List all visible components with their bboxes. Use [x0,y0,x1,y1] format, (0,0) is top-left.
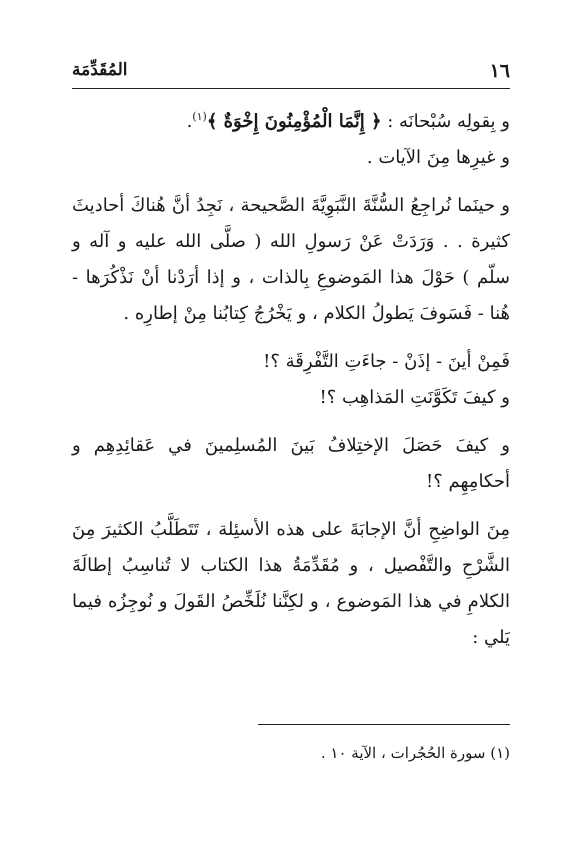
question-schools: و كيفَ تَكَوَّنَتِ المَذاهِب ؟! [319,387,510,408]
question-differences: و كيفَ حَصَلَ الإختِلافُ بَينَ المُسلِمينَ في عَقائِدِهِم و أحكامِهِم ؟! [72,435,510,492]
footnote: (١) سورة الحُجُرات ، الآية ١٠ . [320,744,510,762]
other-verses-line: و غيرِها مِنَ الآيات . [366,147,510,168]
footnote-marker: (١) [192,110,207,123]
verse-intro: و بِقولِه سُبْحانَه : [381,111,510,132]
header-divider [72,88,510,89]
verse-end: . [186,111,193,132]
page-number: ١٦ [489,60,510,82]
verse-line [72,104,510,140]
question-origin: فَمِنْ أينَ - إذَنْ - جاءَتِ التَّفْرِقَة ؟! [263,351,510,372]
quran-verse: ﴿ إِنَّمَا الْمُؤْمِنُونَ إِخْوَةٌ ﴾ [206,111,382,132]
footnote-divider [258,724,510,725]
hadith-paragraph: و حينَما نُراجِعُ السُّنَّةَ النَّبَوِيَّةَ الصَّحيحة ، نَجِدُ أنَّ هُناكَ أحاديثَ كثيرة . . وَرَدَتْ عَنْ رَسولِ الله ( صلَّى الله عليه و آله و سلّم ) حَوْلَ هذا المَوضوعِ بِالذات ، و إذا أرَدْنا أنْ نَذْكُرَها - هُنا - فَسَوفَ يَطولُ الكلام ، و يَخْرُجُ كِتابُنا مِنْ إطارِه . [72,195,510,324]
page-header [72,60,510,86]
body-text [72,104,510,656]
running-title: المُقَدِّمَة [72,60,128,80]
answer-paragraph: مِنَ الواضِحِ أنَّ الإجابَةَ على هذه الأسئِلة ، تَتَطَلَّبُ الكثيرَ مِنَ الشَّرْحِ والتَّفْصيل ، و مُقَدِّمَةُ هذا الكتاب لا تُناسِبُ إطالَةَ الكلامِ في هذا المَوضوع ، و لكِنَّنا نُلَخِّصُ القَولَ و نُوجِزُه فيما يَلي : [72,519,510,648]
